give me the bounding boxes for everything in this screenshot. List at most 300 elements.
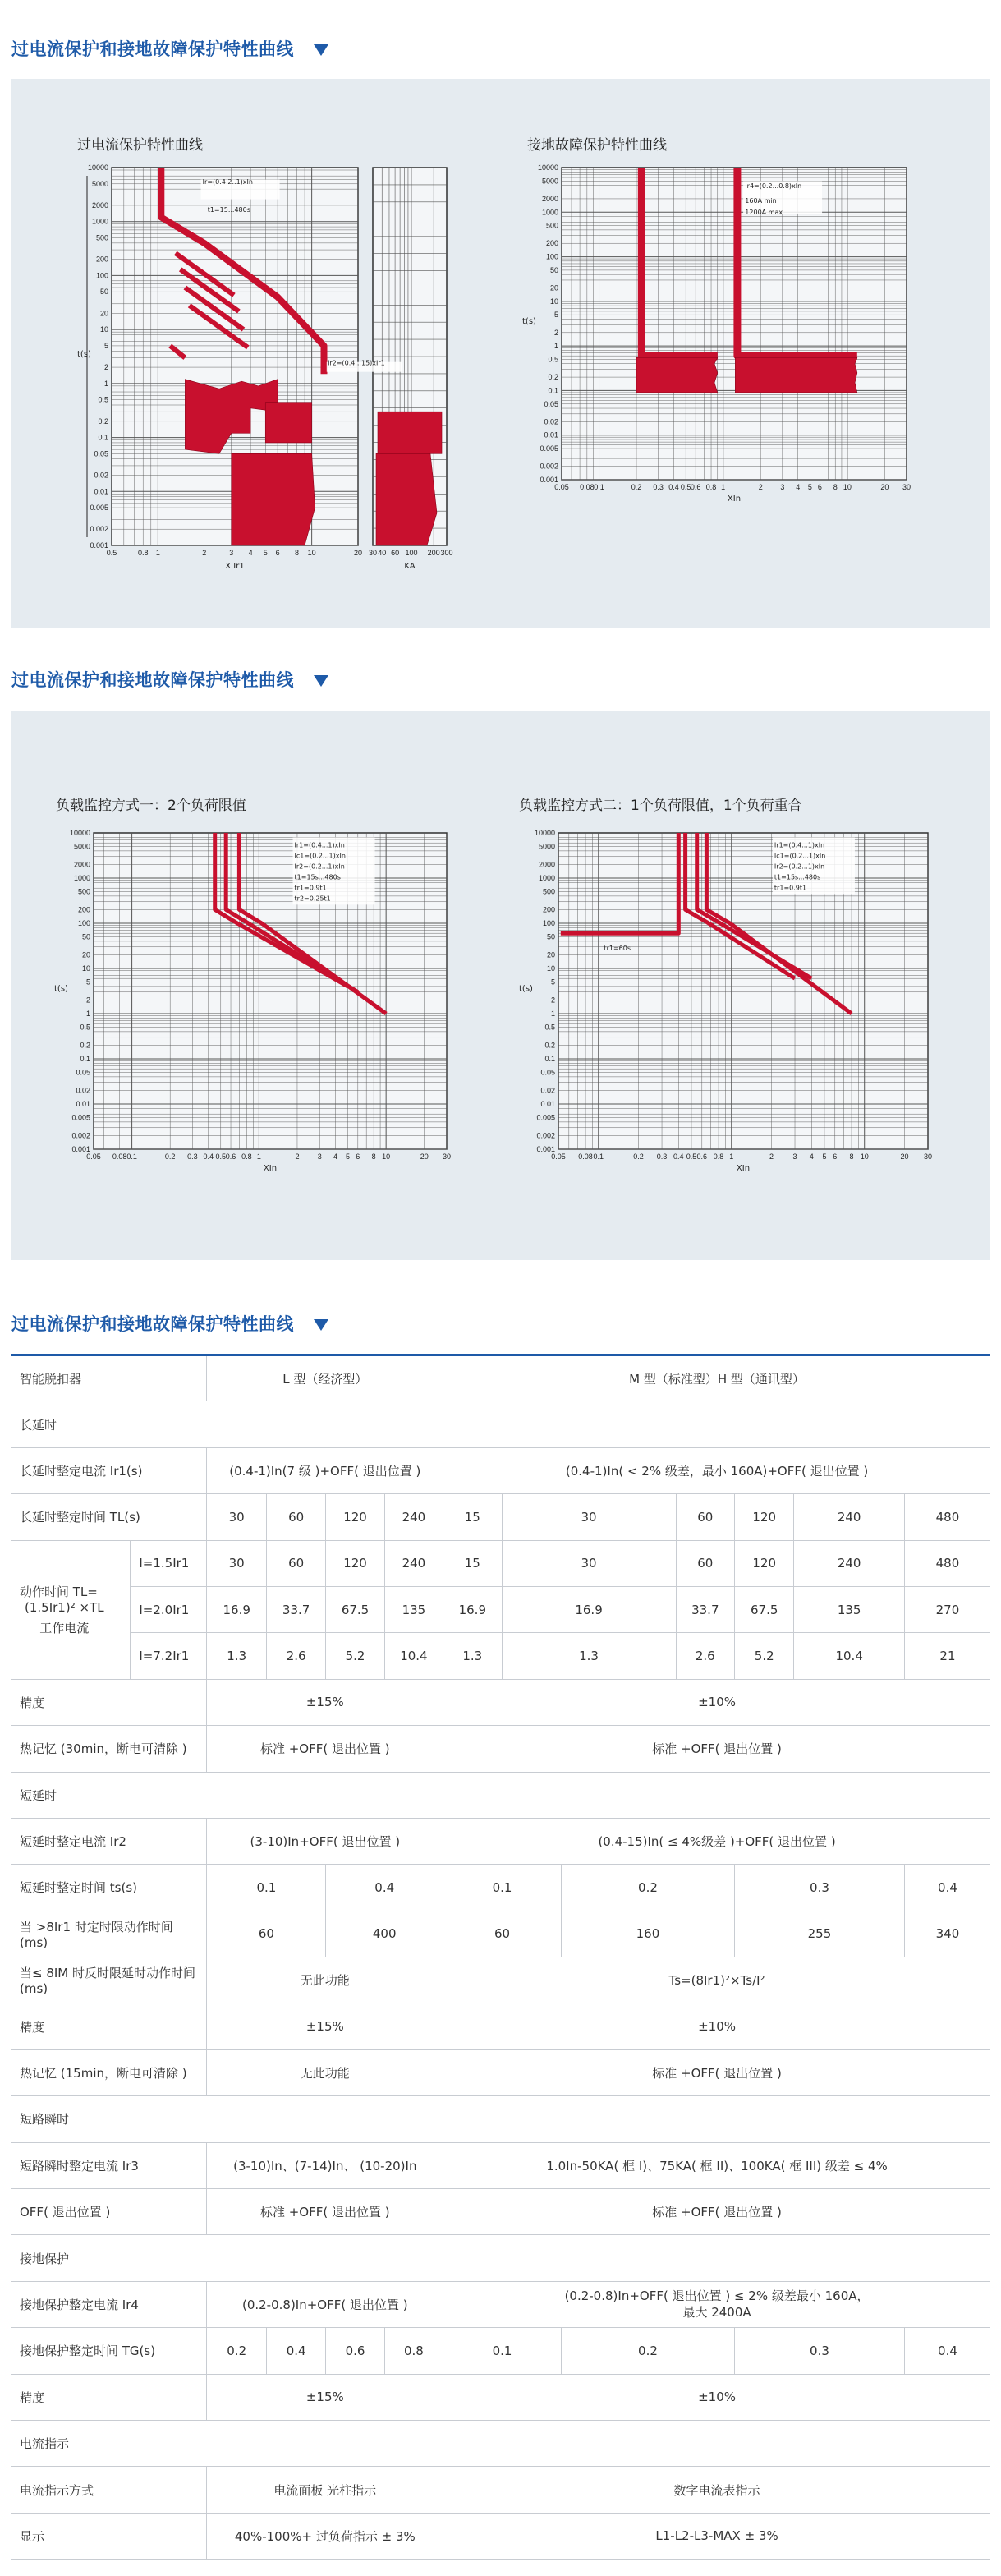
c4-y-tick: 5000 xyxy=(538,842,555,851)
cell: 无此功能 xyxy=(207,1957,443,2003)
c4-x-tick: 1 xyxy=(729,1152,734,1161)
cell: 60 xyxy=(676,1540,734,1586)
c2-y-tick: 2 xyxy=(553,328,558,337)
group-label: 长延时 xyxy=(11,1401,990,1447)
c2-x-tick: 8 xyxy=(833,483,838,491)
cell: 40%-100%+ 过负荷指示 ± 3% xyxy=(207,2513,443,2559)
cell-line: 最大 2400A xyxy=(682,2304,751,2320)
c1-x-tick: 10 xyxy=(307,549,316,557)
c3-y-tick: 500 xyxy=(77,887,90,896)
cell xyxy=(443,2281,990,2327)
c1-y-tick: 200 xyxy=(95,255,108,264)
c4-ylabel: t(s) xyxy=(519,984,533,994)
overcurrent-curve-chart xyxy=(69,161,463,605)
c4-ann-line: t1=15s...480s xyxy=(774,873,821,881)
cell: 240 xyxy=(384,1540,443,1586)
c1-ka-x-tick: 40 xyxy=(378,549,387,557)
cell: 160 xyxy=(561,1911,734,1957)
cell: ±15% xyxy=(207,2003,443,2049)
c2-max-time-block xyxy=(735,357,856,393)
c4-x-tick: 10 xyxy=(860,1152,869,1161)
c3-y-tick: 1 xyxy=(85,1010,90,1018)
c4-y-tick: 0.002 xyxy=(536,1131,555,1140)
cell: 135 xyxy=(794,1586,905,1632)
c2-x-tick: 10 xyxy=(843,483,852,491)
c1-short-delay-steps xyxy=(265,402,311,443)
table-row xyxy=(11,1957,990,2003)
cell: (0.4-1)In(7 级 )+OFF( 退出位置 ) xyxy=(207,1447,443,1493)
c1-ka-inst-block xyxy=(376,453,437,545)
cell: (0.4-15)In( ≤ 4%级差 )+OFF( 退出位置 ) xyxy=(443,1818,990,1864)
c3-x-tick: 0.6 xyxy=(225,1152,236,1161)
table-row xyxy=(11,1586,990,1632)
c2-y-tick: 5000 xyxy=(541,177,558,186)
cell: 2.6 xyxy=(266,1633,325,1679)
cell: 电流面板 光柱指示 xyxy=(207,2467,443,2513)
c3-y-tick: 0.2 xyxy=(80,1041,90,1050)
cell: 标准 +OFF( 退出位置 ) xyxy=(207,1726,443,1772)
c1-ka-x-tick: 100 xyxy=(405,549,418,557)
cell: 1.3 xyxy=(502,1633,676,1679)
c3-y-tick: 100 xyxy=(77,919,90,927)
c2-min-time-block xyxy=(636,357,718,393)
cell: 0.3 xyxy=(735,1865,905,1911)
c4-x-tick: 2 xyxy=(769,1152,774,1161)
c4-y-tick: 20 xyxy=(546,950,555,959)
table-row xyxy=(11,2467,990,2513)
c1-y-tick: 5000 xyxy=(91,179,108,188)
c1-ylabel: t(s) xyxy=(77,350,91,359)
c4-y-tick: 100 xyxy=(542,919,555,927)
cell: 21 xyxy=(904,1633,990,1679)
cell: 0.4 xyxy=(904,1865,990,1911)
cell: 16.9 xyxy=(207,1586,266,1632)
c4-ann-line: tr1=0.9t1 xyxy=(774,884,807,892)
cell: 30 xyxy=(502,1540,676,1586)
load-monitor-1-chart xyxy=(48,826,475,1188)
cell: 0.1 xyxy=(443,2328,562,2374)
c2-y-tick: 0.5 xyxy=(548,355,558,364)
c3-y-tick: 2 xyxy=(85,996,90,1005)
collapse-triangle-icon[interactable] xyxy=(314,1319,328,1331)
c2-y-tick: 200 xyxy=(545,239,558,248)
group-long-delay xyxy=(11,1401,990,1447)
c2-x-tick: 30 xyxy=(902,483,911,491)
c1-x-tick: 1 xyxy=(155,549,160,557)
c2-x-tick: 0.3 xyxy=(653,483,664,491)
section-title-2 xyxy=(11,667,328,692)
row-label: 当≤ 8IM 时反时限延时动作时间 (ms) xyxy=(11,1957,207,2003)
c4-x-tick: 3 xyxy=(792,1152,797,1161)
c3-y-tick: 0.01 xyxy=(76,1100,90,1108)
cell: 0.8 xyxy=(384,2328,443,2374)
table-row xyxy=(11,2189,990,2235)
c1-ka-x-tick: 60 xyxy=(391,549,400,557)
c2-y-tick: 500 xyxy=(545,221,558,230)
c3-y-tick: 10 xyxy=(81,964,90,973)
cell: 0.4 xyxy=(266,2328,325,2374)
cell: 无此功能 xyxy=(207,2049,443,2095)
cell: 120 xyxy=(735,1540,794,1586)
table-row xyxy=(11,1679,990,1725)
chart-title-ground: 接地故障保护特性曲线 xyxy=(527,137,667,154)
c3-x-tick: 0.4 xyxy=(203,1152,214,1161)
collapse-triangle-icon[interactable] xyxy=(314,44,328,56)
c3-y-tick: 2000 xyxy=(73,860,90,869)
c2-y-tick: 5 xyxy=(553,310,558,320)
c1-y-tick: 1 xyxy=(103,379,108,388)
spec-table xyxy=(11,1354,990,2560)
cell: (3-10)In、(7-14)In、 (10-20)In xyxy=(207,2142,443,2188)
cell: 67.5 xyxy=(735,1586,794,1632)
action-time-label xyxy=(11,1540,131,1679)
c4-x-tick: 30 xyxy=(923,1152,933,1161)
cell: 0.4 xyxy=(904,2328,990,2374)
c4-y-tick: 10 xyxy=(546,964,555,973)
row-label: 显示 xyxy=(11,2513,207,2559)
row-sublabel: I=2.0Ir1 xyxy=(131,1586,207,1632)
c3-y-tick: 0.1 xyxy=(80,1055,90,1063)
c2-y-tick: 0.01 xyxy=(544,430,558,439)
c3-x-tick: 30 xyxy=(442,1152,452,1161)
cell: 1.0In-50KA( 框 I)、75KA( 框 II)、100KA( 框 III) 级差 ≤ 4% xyxy=(443,2142,990,2188)
c3-y-tick: 1000 xyxy=(73,874,90,882)
row-label: 热记忆 (15min，断电可清除 ) xyxy=(11,2049,207,2095)
cell: 2.6 xyxy=(676,1633,734,1679)
c2-x-tick: 4 xyxy=(796,483,801,491)
c4-x-tick: 6 xyxy=(833,1152,838,1161)
c2-xlabel: XIn xyxy=(727,494,742,504)
c4-y-tick: 2000 xyxy=(538,860,555,869)
c2-y-tick: 0.002 xyxy=(540,462,558,471)
c1-y-tick: 5 xyxy=(103,341,108,350)
row-sublabel: I=1.5Ir1 xyxy=(131,1540,207,1586)
c4-y-tick: 200 xyxy=(542,905,555,914)
table-row xyxy=(11,1447,990,1493)
cell: 0.4 xyxy=(326,1865,443,1911)
c1-instantaneous-block xyxy=(232,453,315,545)
row-label: 精度 xyxy=(11,2003,207,2049)
c3-x-tick: 10 xyxy=(382,1152,391,1161)
c2-x-tick: 0.4 xyxy=(668,483,679,491)
table-row xyxy=(11,1911,990,1957)
c4-x-tick: 8 xyxy=(849,1152,854,1161)
c4-x-tick: 0.5 xyxy=(686,1152,697,1161)
c2-y-tick: 2000 xyxy=(541,194,558,203)
c3-plot-area xyxy=(94,833,447,1149)
c1-x-tick: 4 xyxy=(248,549,253,557)
cell: L1-L2-L3-MAX ± 3% xyxy=(443,2513,990,2559)
c3-ann-line: Ic1=(0.2...1)xIn xyxy=(294,852,346,860)
cell: 标准 +OFF( 退出位置 ) xyxy=(443,2049,990,2095)
c2-x-tick: 0.8 xyxy=(705,483,717,491)
c4-x-tick: 0.05 xyxy=(551,1152,566,1161)
group-short-delay xyxy=(11,1772,990,1818)
c1-y-tick: 100 xyxy=(95,271,108,280)
c1-y-tick: 0.05 xyxy=(94,449,108,458)
cell: (0.4-1)In( < 2% 级差，最小 160A)+OFF( 退出位置 ) xyxy=(443,1447,990,1493)
table-row xyxy=(11,1540,990,1586)
chart-title-load1: 负载监控方式一：2个负荷限值 xyxy=(56,798,246,814)
c1-y-tick: 0.01 xyxy=(94,487,108,496)
cell: 0.1 xyxy=(207,1865,326,1911)
c4-y-tick: 0.01 xyxy=(540,1100,555,1108)
c1-y-tick: 2000 xyxy=(91,200,108,209)
c3-ann-line: tr2=0.25t1 xyxy=(294,895,331,903)
c2-y-tick: 10000 xyxy=(537,163,558,172)
c1-y-tick: 0.001 xyxy=(90,541,108,550)
c3-ann-line: t1=15s...480s xyxy=(294,873,341,881)
c3-y-tick: 0.05 xyxy=(76,1068,90,1077)
c1-y-tick: 0.02 xyxy=(94,471,108,480)
table-row xyxy=(11,1865,990,1911)
c4-x-tick: 0.1 xyxy=(593,1152,604,1161)
c2-x-tick: 0.08 xyxy=(580,483,595,491)
table-row xyxy=(11,2281,990,2327)
c3-y-tick: 5000 xyxy=(73,842,90,851)
c3-x-tick: 8 xyxy=(371,1152,376,1161)
table-row xyxy=(11,2003,990,2049)
c3-x-tick: 0.08 xyxy=(112,1152,127,1161)
c1-x-tick: 3 xyxy=(229,549,234,557)
c2-y-tick: 100 xyxy=(545,252,558,261)
cell: 0.2 xyxy=(561,1865,734,1911)
row-label: OFF( 退出位置 ) xyxy=(11,2189,207,2235)
c4-y-tick: 0.05 xyxy=(540,1068,555,1077)
c3-x-tick: 0.2 xyxy=(164,1152,176,1161)
row-sublabel: I=7.2Ir1 xyxy=(131,1633,207,1679)
cell: 120 xyxy=(326,1540,384,1586)
cell: 0.2 xyxy=(207,2328,266,2374)
cell: ±15% xyxy=(207,1679,443,1725)
c4-y-tick: 5 xyxy=(550,978,555,987)
cell: 240 xyxy=(794,1494,905,1540)
c2-y-tick: 50 xyxy=(549,265,558,274)
c2-y-tick: 1 xyxy=(553,342,558,351)
c3-x-tick: 0.8 xyxy=(241,1152,252,1161)
fraction-denominator: 工作电流 xyxy=(39,1621,90,1636)
row-label: 接地保护整定电流 Ir4 xyxy=(11,2281,207,2327)
group-label: 短路瞬时 xyxy=(11,2096,990,2142)
c1-x-tick: 20 xyxy=(353,549,363,557)
cell: 15 xyxy=(443,1494,502,1540)
cell: 标准 +OFF( 退出位置 ) xyxy=(443,2189,990,2235)
row-label: 电流指示方式 xyxy=(11,2467,207,2513)
c1-x-tick: 0.5 xyxy=(106,549,117,557)
c2-x-tick: 0.1 xyxy=(594,483,604,491)
c3-y-tick: 200 xyxy=(77,905,90,914)
c3-ann-line: Ir2=(0.2...1)xIn xyxy=(294,862,345,871)
cell: 标准 +OFF( 退出位置 ) xyxy=(207,2189,443,2235)
c2-y-tick: 0.001 xyxy=(540,476,558,484)
cell: ±10% xyxy=(443,2003,990,2049)
cell: 400 xyxy=(326,1911,443,1957)
cell: 5.2 xyxy=(326,1633,384,1679)
section-title-text: 过电流保护和接地故障保护特性曲线 xyxy=(11,1314,294,1334)
load-monitor-2-chart xyxy=(512,826,956,1188)
c3-xlabel: XIn xyxy=(263,1164,278,1173)
c1-xlabel: X Ir1 xyxy=(225,562,245,571)
c1-ann-t1: t1=15...480s xyxy=(207,206,250,214)
cell: ±10% xyxy=(443,1679,990,1725)
c3-y-tick: 0.005 xyxy=(71,1113,90,1122)
c1-x-tick: 5 xyxy=(263,549,268,557)
c2-y-tick: 0.05 xyxy=(544,399,558,408)
section-title-1 xyxy=(11,36,328,61)
cell: 5.2 xyxy=(735,1633,794,1679)
c3-y-tick: 0.5 xyxy=(80,1023,90,1032)
c2-x-tick: 20 xyxy=(880,483,889,491)
c3-y-tick: 0.002 xyxy=(71,1131,90,1140)
c1-ka-short-block xyxy=(378,412,442,453)
c4-x-tick: 5 xyxy=(822,1152,827,1161)
c2-x-tick: 0.5 xyxy=(680,483,691,491)
ground-fault-curve-chart xyxy=(516,161,943,506)
cell: 480 xyxy=(904,1540,990,1586)
c3-x-tick: 3 xyxy=(317,1152,322,1161)
c2-x-tick: 1 xyxy=(721,483,726,491)
action-time-fraction xyxy=(23,1600,106,1636)
c4-x-tick: 0.4 xyxy=(673,1152,684,1161)
group-label: 接地保护 xyxy=(11,2235,990,2281)
c2-y-tick: 0.1 xyxy=(548,386,558,395)
row-label: 精度 xyxy=(11,2374,207,2420)
c2-ann-max: 1200A max xyxy=(745,208,783,216)
cell-line: (0.2-0.8)In+OFF( 退出位置 ) ≤ 2% 级差最小 160A， xyxy=(564,2288,870,2303)
c1-ka-xlabel: KA xyxy=(404,562,416,571)
c4-y-tick: 1 xyxy=(550,1010,555,1018)
c3-ann-line: Ir1=(0.4...1)xIn xyxy=(294,841,345,849)
cell: 60 xyxy=(266,1540,325,1586)
table-row xyxy=(11,2049,990,2095)
table-header-row xyxy=(11,1355,990,1401)
cell: 1.3 xyxy=(207,1633,266,1679)
c3-y-tick: 0.02 xyxy=(76,1086,90,1095)
section-title-text: 过电流保护和接地故障保护特性曲线 xyxy=(11,670,294,690)
cell: 数字电流表指示 xyxy=(443,2467,990,2513)
table-row xyxy=(11,2142,990,2188)
cell: 135 xyxy=(384,1586,443,1632)
cell: (3-10)In+OFF( 退出位置 ) xyxy=(207,1818,443,1864)
cell: 30 xyxy=(502,1494,676,1540)
group-label: 短延时 xyxy=(11,1772,990,1818)
c2-y-tick: 20 xyxy=(549,283,558,292)
table-row xyxy=(11,2328,990,2374)
c2-x-tick: 2 xyxy=(758,483,763,491)
c1-y-tick: 10000 xyxy=(87,163,108,172)
c3-y-tick: 5 xyxy=(85,978,90,987)
c2-y-tick: 0.02 xyxy=(544,417,558,426)
c2-x-tick: 5 xyxy=(807,483,812,491)
c4-x-tick: 0.6 xyxy=(696,1152,708,1161)
table-row xyxy=(11,2374,990,2420)
row-label: 短路瞬时整定电流 Ir3 xyxy=(11,2142,207,2188)
c1-y-tick: 0.002 xyxy=(90,525,108,534)
c3-x-tick: 0.3 xyxy=(187,1152,198,1161)
c2-ann-min: 160A min xyxy=(745,197,777,205)
cell: 15 xyxy=(443,1540,502,1586)
c3-y-tick: 20 xyxy=(81,950,90,959)
cell: 0.1 xyxy=(443,1865,562,1911)
cell: 10.4 xyxy=(794,1633,905,1679)
cell: 67.5 xyxy=(326,1586,384,1632)
cell: 60 xyxy=(443,1911,562,1957)
c4-y-tick: 0.001 xyxy=(536,1145,555,1153)
cell: 480 xyxy=(904,1494,990,1540)
c2-x-tick: 0.2 xyxy=(631,483,642,491)
c3-x-tick: 0.05 xyxy=(86,1152,101,1161)
c3-x-tick: 6 xyxy=(356,1152,360,1161)
cell: (0.2-0.8)In+OFF( 退出位置 ) xyxy=(207,2281,443,2327)
row-label: 接地保护整定时间 TG(s) xyxy=(11,2328,207,2374)
c3-ylabel: t(s) xyxy=(54,984,68,994)
c1-ann-ir: Ir=(0.4 2..1)xIn xyxy=(202,177,253,186)
c2-y-tick: 10 xyxy=(549,297,558,306)
cell: 16.9 xyxy=(443,1586,502,1632)
c4-x-tick: 0.2 xyxy=(633,1152,644,1161)
c2-y-tick: 1000 xyxy=(541,208,558,217)
c4-y-tick: 1000 xyxy=(538,874,555,882)
cell: 340 xyxy=(904,1911,990,1957)
c4-xlabel: XIn xyxy=(736,1164,751,1173)
cell: 0.3 xyxy=(735,2328,905,2374)
c4-y-tick: 500 xyxy=(542,887,555,896)
cell: ±10% xyxy=(443,2374,990,2420)
chart-title-overcurrent: 过电流保护特性曲线 xyxy=(77,137,203,154)
cell: 30 xyxy=(207,1540,266,1586)
group-current-indication xyxy=(11,2420,990,2466)
c4-ann-line: Ir1=(0.4...1)xIn xyxy=(774,841,825,849)
cell: 0.2 xyxy=(561,2328,734,2374)
cell: 60 xyxy=(207,1911,326,1957)
collapse-triangle-icon[interactable] xyxy=(314,675,328,687)
c4-y-tick: 2 xyxy=(550,996,555,1005)
c4-ann-tr1: tr1=60s xyxy=(604,945,631,953)
row-label: 短延时整定时间 ts(s) xyxy=(11,1865,207,1911)
row-label: 当 >8Ir1 时定时限动作时间 (ms) xyxy=(11,1911,207,1957)
c2-ann-ir4: Ir4=(0.2...0.8)xIn xyxy=(745,182,802,190)
c1-y-tick: 50 xyxy=(99,288,108,297)
group-label: 电流指示 xyxy=(11,2420,990,2466)
c3-x-tick: 0.1 xyxy=(126,1152,137,1161)
c1-ka-x-tick: 300 xyxy=(440,549,453,557)
c2-ylabel: t(s) xyxy=(522,317,536,326)
cell: 16.9 xyxy=(502,1586,676,1632)
row-label: 长延时整定时间 TL(s) xyxy=(11,1494,207,1540)
fraction-numerator: (1.5Ir1)² ×TL xyxy=(23,1600,106,1617)
cell: 60 xyxy=(676,1494,734,1540)
c3-x-tick: 20 xyxy=(420,1152,429,1161)
c3-ann-line: tr1=0.9t1 xyxy=(294,884,327,892)
table-row xyxy=(11,1633,990,1679)
c4-y-tick: 0.2 xyxy=(544,1041,555,1050)
c2-y-tick: 0.005 xyxy=(540,444,558,453)
row-label: 短延时整定电流 Ir2 xyxy=(11,1818,207,1864)
c4-y-tick: 0.5 xyxy=(544,1023,555,1032)
c4-x-tick: 0.8 xyxy=(713,1152,724,1161)
c1-y-tick: 10 xyxy=(99,325,108,334)
c4-y-tick: 0.1 xyxy=(544,1055,555,1063)
c3-x-tick: 2 xyxy=(295,1152,300,1161)
c4-plot-area xyxy=(558,833,928,1149)
c3-y-tick: 50 xyxy=(81,932,90,941)
c1-x-tick: 6 xyxy=(275,549,280,557)
c3-y-tick: 0.001 xyxy=(71,1145,90,1153)
cell: 240 xyxy=(794,1540,905,1586)
c1-y-tick: 20 xyxy=(99,309,108,318)
c1-y-tick: 0.005 xyxy=(90,504,108,513)
table-row xyxy=(11,1818,990,1864)
